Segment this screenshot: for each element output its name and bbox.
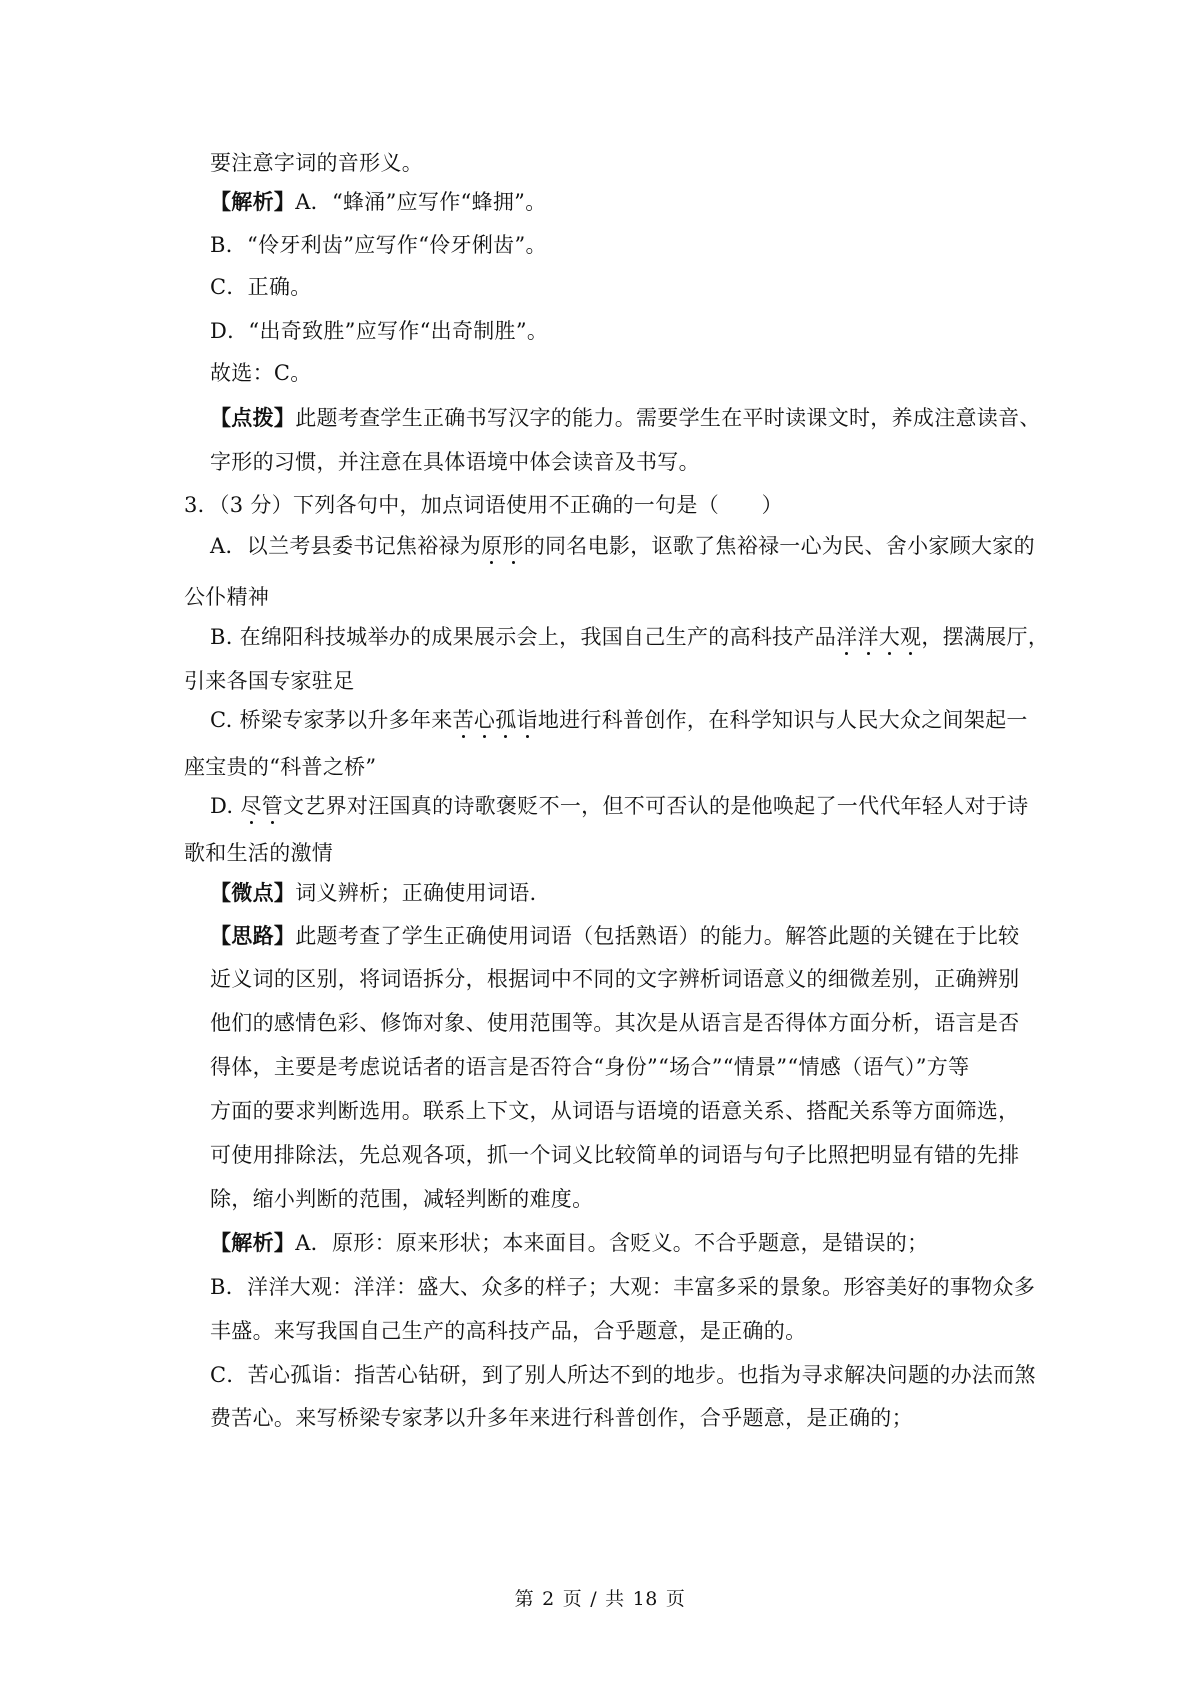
text-line: 除，缩小判断的范围，减轻判断的难度。: [210, 1187, 594, 1211]
thinking-line: 【思路】此题考查了学生正确使用词语（包括熟语）的能力。解答此题的关键在于比较: [210, 923, 1020, 948]
point-tag: 【微点】: [210, 880, 296, 905]
option-a-cont: 公仆精神: [184, 585, 270, 609]
text-line: B．洋洋大观：洋洋：盛大、众多的样子；大观：丰富多采的景象。形容美好的事物众多: [210, 1275, 1036, 1299]
analysis-line: 【解析】A．“蜂涌”应写作“蜂拥”。: [210, 189, 547, 214]
page-footer: 第 2 页 / 共 18 页: [514, 1588, 686, 1610]
text-line: 近义词的区别，将词语拆分，根据词中不同的文字辨析词语意义的细微差别，正确辨别: [210, 967, 1020, 991]
point-line: 【微点】词义辨析；正确使用词语.: [210, 880, 537, 905]
question-title: 3．（3 分）下列各句中，加点词语使用不正确的一句是（ ）: [184, 493, 783, 517]
answer-line: 故选：C。: [210, 361, 312, 385]
analysis-line: 【解析】A．原形：原来形状；本来面目。含贬义。不合乎题意，是错误的；: [210, 1230, 929, 1255]
text-line: 字形的习惯，并注意在具体语境中体会读音及书写。: [210, 450, 700, 474]
text-line: 丰盛。来写我国自己生产的高科技产品，合乎题意，是正确的。: [210, 1319, 807, 1343]
text-line: D．“出奇致胜”应写作“出奇制胜”。: [210, 319, 549, 343]
page-number: 2: [542, 1588, 555, 1610]
hint-line: 【点拨】此题考查学生正确书写汉字的能力。需要学生在平时读课文时，养成注意读音、: [210, 405, 1041, 430]
analysis-tag: 【解析】: [210, 189, 296, 214]
text-line: B．“伶牙利齿”应写作“伶牙俐齿”。: [210, 233, 547, 257]
option-d: D. 尽管文艺界对汪国真的诗歌褒贬不一，但不可否认的是他唤起了一代代年轻人对于诗: [210, 794, 1029, 818]
page-total: 18: [632, 1588, 658, 1610]
option-d-cont: 歌和生活的激情: [184, 841, 334, 865]
text-line: 费苦心。来写桥梁专家茅以升多年来进行科普创作，合乎题意，是正确的；: [210, 1406, 913, 1430]
option-b-cont: 引来各国专家驻足: [184, 669, 355, 693]
option-a: A．以兰考县委书记焦裕禄为原形的同名电影，讴歌了焦裕禄一心为民、舍小家顾大家的: [210, 534, 1035, 558]
option-c-cont: 座宝贵的“科普之桥”: [184, 755, 377, 779]
text-line: 他们的感情色彩、修饰对象、使用范围等。其次是从语言是否得体方面分析，语言是否: [210, 1011, 1020, 1035]
text-line: C．正确。: [210, 275, 312, 299]
option-c: C. 桥梁专家茅以升多年来苦心孤诣地进行科普创作，在科学知识与人民大众之间架起一: [210, 708, 1028, 732]
text-line: 可使用排除法，先总观各项，抓一个词义比较简单的词语与句子比照把明显有错的先排: [210, 1143, 1020, 1167]
option-b: B. 在绵阳科技城举办的成果展示会上，我国自己生产的高科技产品洋洋大观，摆满展厅，: [210, 625, 1050, 649]
text-line: C．苦心孤诣：指苦心钻研，到了别人所达不到的地步。也指为寻求解决问题的办法而煞: [210, 1363, 1036, 1387]
text-line: 得体，主要是考虑说话者的语言是否符合“身份”“场合”“情景”“情感（语气）”方等: [210, 1055, 970, 1079]
text-line: 方面的要求判断选用。联系上下文，从词语与语境的语意关系、搭配关系等方面筛选，: [210, 1099, 1020, 1123]
text-line: 要注意字词的音形义。: [210, 151, 423, 175]
analysis-tag: 【解析】: [210, 1230, 296, 1255]
thinking-tag: 【思路】: [210, 923, 296, 948]
hint-tag: 【点拨】: [210, 405, 296, 430]
